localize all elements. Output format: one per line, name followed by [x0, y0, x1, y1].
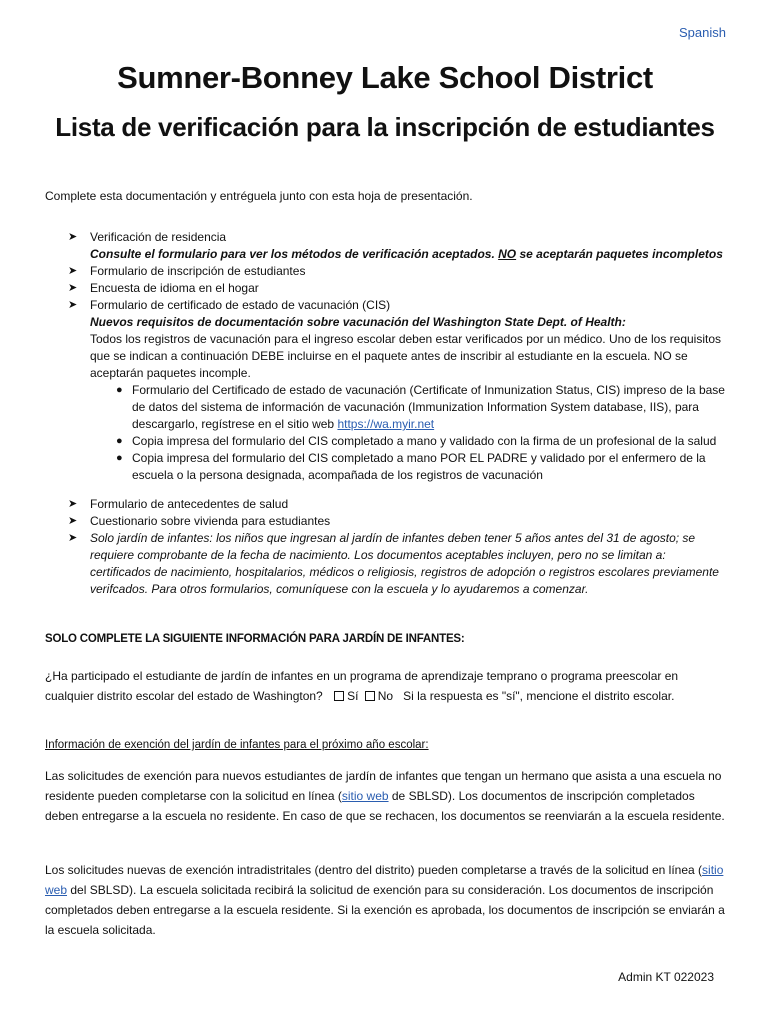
vaccination-options [90, 382, 728, 484]
vaccination-heading: Nuevos requisitos de documentación sobre vacunación del Washington State Dept. of Health: [90, 315, 626, 329]
question-text: ¿Ha participado el estudiante de jardín de infantes en un programa de aprendizaje temprano o programa preescolar en cualquier distrito escolar del estado de Washington? [45, 669, 679, 703]
arrow-bullet-icon: ➤ [68, 231, 78, 243]
checklist-item [68, 297, 728, 484]
kindergarten-question [45, 666, 725, 706]
vaccination-body: Todos los registros de vacunación para el ingreso escolar deben estar verificados por un médico. Uno de los requisitos que se indican a continuación DEBE incluirse en el paquete antes de inscribir al estudiante en la escuela. NO se aceptarán paquetes incomple. [90, 332, 722, 380]
checklist-item [68, 530, 728, 598]
checklist-item [68, 513, 728, 530]
checklist-item [68, 280, 728, 297]
checkbox-icon[interactable] [365, 691, 375, 701]
website-link[interactable]: sitio web [341, 789, 389, 803]
exemption-p2-a: Los solicitudes nuevas de exención intradistritales (dentro del distrito) pueden completarse a través de la solicitud en línea ( [45, 863, 703, 877]
question-tail: Si la respuesta es "sí", mencione el distrito escolar. [403, 689, 675, 703]
checklist-item-label: Encuesta de idioma en el hogar [90, 281, 259, 295]
bullet-dot-icon: ● [116, 384, 123, 396]
residence-note-a: Consulte el formulario para ver los métodos de verificación aceptados. [90, 247, 499, 261]
checklist-item [68, 229, 728, 263]
residence-note [90, 247, 723, 261]
arrow-bullet-icon: ➤ [68, 282, 78, 294]
kindergarten-heading: SOLO COMPLETE LA SIGUIENTE INFORMACIÓN PARA JARDÍN DE INFANTES: [45, 633, 465, 645]
arrow-bullet-icon: ➤ [68, 299, 78, 311]
option-text: Formulario del Certificado de estado de vacunación (Certificate of Inmunization Status, CIS) impreso de la base de datos del sistema de información de vacunación (Immunization Information System database, IIS), para descargarlo, regístrese en el sitio web [132, 383, 725, 431]
arrow-bullet-icon: ➤ [68, 515, 78, 527]
website-link[interactable]: sitio web [45, 863, 724, 897]
residence-note-b: se aceptarán paquetes incompletos [516, 247, 723, 261]
exemption-paragraph-1 [45, 766, 725, 826]
checklist-item-label: Cuestionario sobre vivienda para estudiantes [90, 514, 331, 528]
page-subtitle: Lista de verificación para la inscripción de estudiantes [55, 112, 715, 142]
exemption-heading: Información de exención del jardín de infantes para el próximo año escolar: [45, 739, 429, 751]
kindergarten-note: Solo jardín de infantes: los niños que ingresan al jardín de infantes deben tener 5 años antes del 31 de agosto; se requiere comprobante de la fecha de nacimiento. Los documentos aceptables incluyen, pero no se limitan a: certificados de nacimiento, hospitalarios, médicos o religiosis, registros de adopción o registros escolares previamente verifcados. Para otros formularios, comuníquese con la escuela y lo ayudaremos a comenzar. [90, 531, 719, 596]
bullet-dot-icon: ● [116, 452, 123, 464]
arrow-bullet-icon: ➤ [68, 498, 78, 510]
arrow-bullet-icon: ➤ [68, 265, 78, 277]
checklist-item-label: Formulario de certificado de estado de vacunación (CIS) [90, 298, 391, 312]
checklist-item [68, 496, 728, 513]
list-item [116, 382, 728, 433]
checklist-item-label: Formulario de inscripción de estudiantes [90, 264, 306, 278]
language-link[interactable]: Spanish [679, 25, 726, 40]
arrow-bullet-icon: ➤ [68, 532, 78, 544]
option-text: Copia impresa del formulario del CIS completado a mano POR EL PADRE y validado por el enfermero de la escuela o la persona designada, acompañada de los registros de vacunación [132, 451, 706, 482]
bullet-dot-icon: ● [116, 435, 123, 447]
page-title: Sumner-Bonney Lake School District [117, 60, 653, 95]
option-text: Copia impresa del formulario del CIS completado a mano y validado con la firma de un profesional de la salud [132, 434, 717, 448]
exemption-p1-a: Las solicitudes de exención para nuevos estudiantes de jardín de infantes que tengan un hermano que asista a una escuela no residente pueden completarse con la solicitud en línea ( [45, 769, 722, 803]
checklist-item-label: Verificación de residencia [90, 230, 227, 244]
checklist-item [68, 263, 728, 280]
no-label: No [377, 689, 394, 703]
exemption-paragraph-2 [45, 860, 725, 940]
exemption-p1-b: de SBLSD). Los documentos de inscripción completados deben entregarse a la escuela no residente. En caso de que se rechacen, los documentos se reenviarán a la escuela residente. [45, 789, 725, 823]
checkbox-icon[interactable] [334, 691, 344, 701]
checklist [68, 229, 728, 598]
residence-note-no: NO [498, 247, 517, 261]
checklist-item-label: Formulario de antecedentes de salud [90, 497, 289, 511]
myir-link[interactable]: https://wa.myir.net [337, 417, 435, 431]
list-item [116, 450, 728, 484]
footer-code: Admin KT 022023 [618, 970, 714, 984]
yes-label: Sí [347, 689, 359, 703]
intro-text: Complete esta documentación y entréguela junto con esta hoja de presentación. [45, 189, 473, 203]
exemption-p2-b: del SBLSD). La escuela solicitada recibirá la solicitud de exención para su consideración. Los documentos de inscripción completados deben entregarse a la escuela residente. Si la exención es aprobada, los documentos de inscripción se enviarán a la escuela solicitada. [45, 883, 725, 937]
list-item [116, 433, 728, 450]
